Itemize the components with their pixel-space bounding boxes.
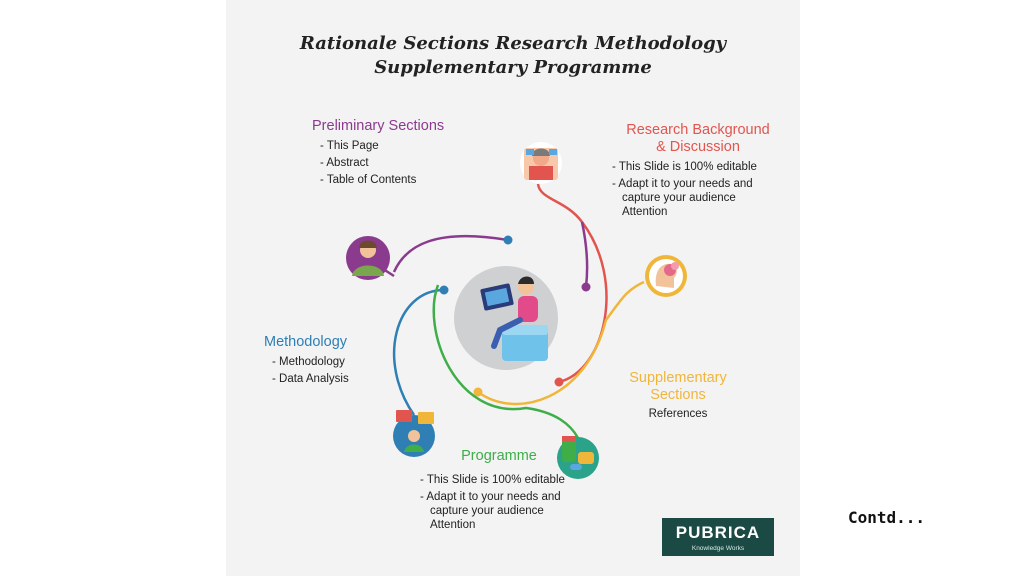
- programme-list: [420, 473, 580, 532]
- methodology-title: Methodology: [264, 334, 348, 350]
- pink-inner-arc: [582, 222, 587, 287]
- arc-dot: [440, 286, 449, 295]
- logo-tagline: Knowledge Works: [691, 545, 745, 552]
- programme-section: [414, 448, 584, 535]
- supplementary-text: References: [648, 408, 708, 420]
- supplementary-sections: [618, 370, 738, 420]
- researcher-icon: [520, 142, 562, 184]
- slide-panel: [226, 0, 800, 576]
- research-title: [608, 122, 788, 156]
- purple-arc: [394, 236, 508, 272]
- research-background: [608, 122, 788, 222]
- pubrica-logo: [662, 518, 774, 556]
- arc-dot: [504, 236, 513, 245]
- list-item: - This Page: [320, 139, 444, 153]
- research-title-line-1: Research Background: [626, 122, 770, 138]
- preliminary-sections: [312, 118, 444, 190]
- person-at-desk-icon: [454, 266, 558, 370]
- list-item: - This Slide is 100% editable: [420, 473, 580, 487]
- blue-arc: [394, 290, 444, 415]
- supplementary-title: [618, 370, 738, 404]
- list-item: - Data Analysis: [272, 372, 349, 386]
- list-item: - Table of Contents: [320, 173, 444, 187]
- pink-arc: [538, 184, 606, 382]
- logo-name: PUBRICA: [675, 523, 761, 542]
- contd-label: Contd...: [848, 508, 926, 527]
- research-title-line-2: & Discussion: [656, 139, 740, 155]
- preliminary-list: [320, 139, 444, 187]
- preliminary-title: Preliminary Sections: [312, 118, 445, 134]
- arc-dot: [555, 378, 564, 387]
- list-item: - Adapt it to your needs and capture your audience Attention: [420, 490, 580, 532]
- list-item: - Adapt it to your needs and capture your audience Attention: [612, 177, 772, 219]
- list-item: - Methodology: [272, 355, 349, 369]
- programme-title: Programme: [461, 448, 537, 464]
- methodology-section: [264, 334, 349, 389]
- research-list: [612, 160, 772, 219]
- supplementary-title-line-1: Supplementary: [629, 370, 727, 386]
- man-avatar-icon: [346, 236, 390, 280]
- title-line-1: Rationale Sections Research Methodology: [299, 33, 727, 54]
- supplementary-title-line-2: Sections: [650, 387, 706, 403]
- brain-idea-icon: [645, 255, 687, 297]
- list-item: - This Slide is 100% editable: [612, 160, 772, 174]
- title-line-2: Supplementary Programme: [374, 57, 652, 78]
- methodology-list: [272, 355, 349, 386]
- list-item: - Abstract: [320, 156, 444, 170]
- arc-dot: [582, 283, 591, 292]
